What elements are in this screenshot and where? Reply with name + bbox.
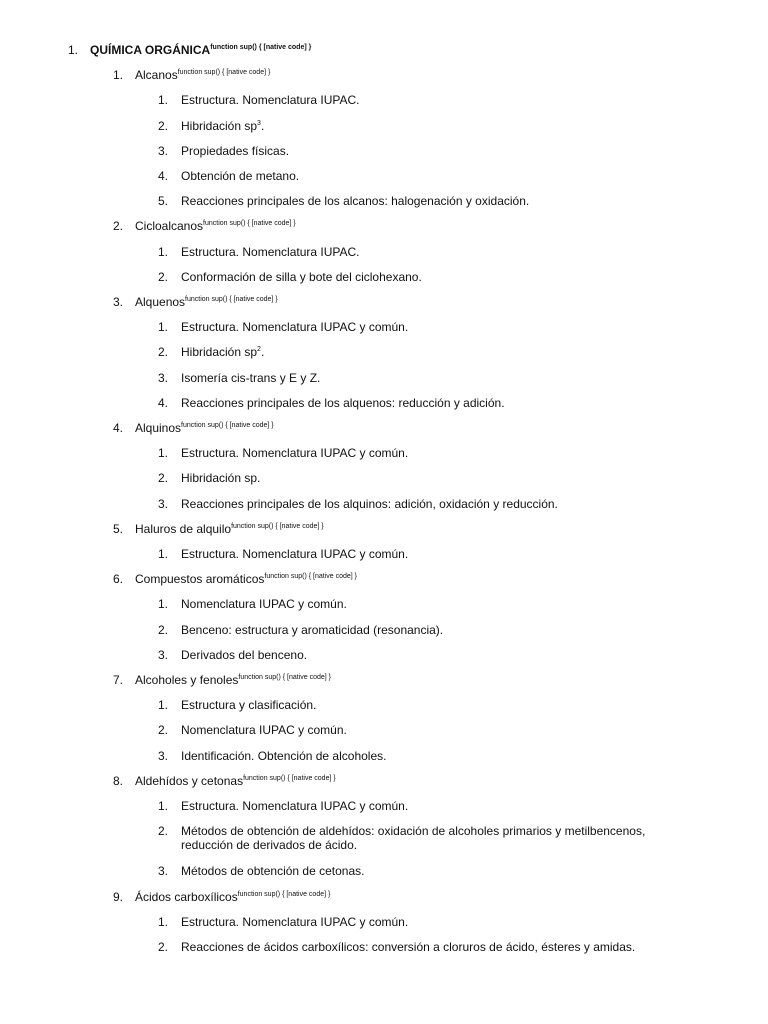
list-text <box>135 890 330 904</box>
list-text <box>135 295 278 309</box>
list-text-main: Derivados del benceno. <box>181 647 308 662</box>
superscript: function sup() { [native code] } <box>237 890 331 898</box>
list-text-main: Estructura. Nomenclatura IUPAC y común. <box>181 446 409 461</box>
list-number: 3. <box>157 647 168 662</box>
superscript: function sup() { [native code] } <box>238 674 332 681</box>
list-number: 8. <box>112 773 123 788</box>
superscript: function sup() { [native code] } <box>243 774 336 782</box>
list-text-main: Alcoholes y fenoles <box>135 673 239 687</box>
list-text-main: Nomenclatura IUPAC y común. <box>181 723 347 738</box>
list-text <box>181 245 721 259</box>
list-text <box>181 119 721 133</box>
list-text <box>181 799 721 813</box>
list-text-main: Estructura y clasificación. <box>181 698 317 713</box>
list-text <box>181 547 721 561</box>
list-text-main: Benceno: estructura y aromaticidad (resonancia). <box>181 622 444 637</box>
list-number: 4. <box>112 421 123 435</box>
superscript: function sup() { [native code] } <box>185 296 278 303</box>
list-number: 2. <box>112 219 123 234</box>
superscript: function sup() { [native code] } <box>264 573 358 581</box>
list-number: 9. <box>112 889 123 904</box>
list-text <box>135 522 324 536</box>
list-text <box>135 421 274 435</box>
list-number: 1. <box>67 43 78 57</box>
list-text <box>90 43 311 57</box>
list-number: 2. <box>157 723 168 738</box>
superscript: function sup() { [native code] } <box>177 69 271 77</box>
list-text <box>181 497 721 511</box>
list-number: 1. <box>157 547 168 561</box>
superscript: 3 <box>257 119 261 127</box>
list-number: 3. <box>157 748 168 763</box>
list-text-main: Cicloalcanos <box>135 219 204 234</box>
superscript: function sup() { [native code] } <box>181 422 274 429</box>
list-text <box>135 673 331 687</box>
list-number: 3. <box>157 143 168 158</box>
list-number: 6. <box>112 572 123 587</box>
superscript: 2 <box>257 346 261 354</box>
list-text-main: Reacciones principales de los alcanos: halogenación y oxidación. <box>181 194 530 209</box>
list-text-main: Estructura. Nomenclatura IUPAC y común. <box>181 914 409 929</box>
list-number: 3. <box>157 370 168 385</box>
list-text <box>181 698 721 712</box>
list-text <box>181 446 721 460</box>
list-number: 2. <box>157 622 168 637</box>
list-text-main: Estructura. Nomenclatura IUPAC y común. <box>181 799 409 813</box>
list-number: 4. <box>157 169 168 183</box>
list-text-suffix: . <box>260 118 265 133</box>
list-text-main: Reacciones principales de los alquenos: reducción y adición. <box>181 395 505 410</box>
list-text <box>181 915 721 929</box>
list-text-main: Estructura. Nomenclatura IUPAC. <box>181 93 360 108</box>
list-number: 2. <box>157 345 168 360</box>
list-number: 1. <box>157 914 168 929</box>
list-text-main: Nomenclatura IUPAC y común. <box>181 597 347 612</box>
list-text <box>135 68 270 82</box>
list-text <box>181 648 721 662</box>
list-text-main: Ácidos carboxílicos <box>135 889 238 904</box>
list-text <box>181 471 721 485</box>
list-text-main: Hibridación sp. <box>181 471 261 486</box>
list-text-main: QUÍMICA ORGÁNICA <box>90 43 211 57</box>
list-text <box>181 194 721 208</box>
list-text-main: Isomería cis-trans y E y Z. <box>181 370 321 385</box>
list-number: 1. <box>157 698 168 713</box>
list-number: 1. <box>157 320 168 335</box>
list-number: 3. <box>157 496 168 511</box>
list-text <box>181 169 721 183</box>
superscript: function sup() { [native code] } <box>231 522 324 530</box>
list-text-main: Compuestos aromáticos <box>135 572 265 587</box>
list-text <box>181 144 721 158</box>
list-text-main: Alquinos <box>135 421 182 435</box>
list-text-main: Métodos de obtención de aldehídos: oxidación de alcoholes primarios y metilbencenos, <box>181 824 646 839</box>
list-text <box>181 345 721 359</box>
list-number: 1. <box>157 799 168 813</box>
list-text-main: Alcanos <box>135 68 178 83</box>
list-number: 2. <box>157 940 168 954</box>
list-number: 1. <box>157 446 168 461</box>
list-text <box>181 824 721 852</box>
list-number: 2. <box>157 824 168 839</box>
list-number: 7. <box>112 673 123 687</box>
list-text <box>135 572 357 586</box>
list-text-main: Reacciones de ácidos carboxílicos: conversión a cloruros de ácido, ésteres y amidas. <box>181 940 636 954</box>
list-text <box>135 219 296 233</box>
list-number: 3. <box>157 864 168 879</box>
list-text <box>181 723 721 737</box>
list-text-continuation: reducción de derivados de ácido. <box>181 838 358 853</box>
list-number: 5. <box>157 194 168 209</box>
superscript: function sup() { [native code] } <box>203 220 296 228</box>
list-text-main: Conformación de silla y bote del ciclohexano. <box>181 269 422 284</box>
list-text-main: Estructura. Nomenclatura IUPAC. <box>181 244 360 259</box>
list-text-main: Haluros de alquilo <box>135 521 232 536</box>
list-text <box>181 749 721 763</box>
list-text <box>181 623 721 637</box>
list-text-suffix: . <box>260 345 265 360</box>
list-text-main: Aldehídos y cetonas <box>135 773 244 788</box>
superscript: function sup() { [native code] } <box>210 44 312 51</box>
list-text-main: Reacciones principales de los alquinos: adición, oxidación y reducción. <box>181 496 558 511</box>
list-text <box>181 864 721 878</box>
list-text <box>181 940 721 954</box>
list-number: 3. <box>112 295 123 309</box>
list-text-main: Obtención de metano. <box>181 169 300 183</box>
list-number: 2. <box>157 118 168 133</box>
list-number: 1. <box>157 244 168 259</box>
list-text-main: Estructura. Nomenclatura IUPAC y común. <box>181 547 409 561</box>
list-text-main: Propiedades físicas. <box>181 143 290 158</box>
list-text <box>181 396 721 410</box>
list-number: 2. <box>157 269 168 284</box>
list-text <box>181 93 721 107</box>
list-number: 4. <box>157 395 168 410</box>
list-number: 1. <box>157 93 168 108</box>
list-text <box>181 270 721 284</box>
list-number: 2. <box>157 471 168 486</box>
list-text-main: Estructura. Nomenclatura IUPAC y común. <box>181 320 409 335</box>
list-text <box>181 597 721 611</box>
list-text-main: Hibridación sp <box>181 118 258 133</box>
list-text-main: Identificación. Obtención de alcoholes. <box>181 748 387 763</box>
list-text <box>181 320 721 334</box>
list-number: 1. <box>157 597 168 612</box>
list-text-main: Hibridación sp <box>181 345 258 360</box>
list-text <box>135 774 336 788</box>
list-text-main: Alquenos <box>135 295 186 309</box>
list-number: 1. <box>112 68 123 83</box>
list-number: 5. <box>112 521 123 536</box>
list-text-main: Métodos de obtención de cetonas. <box>181 864 365 879</box>
list-text <box>181 371 721 385</box>
